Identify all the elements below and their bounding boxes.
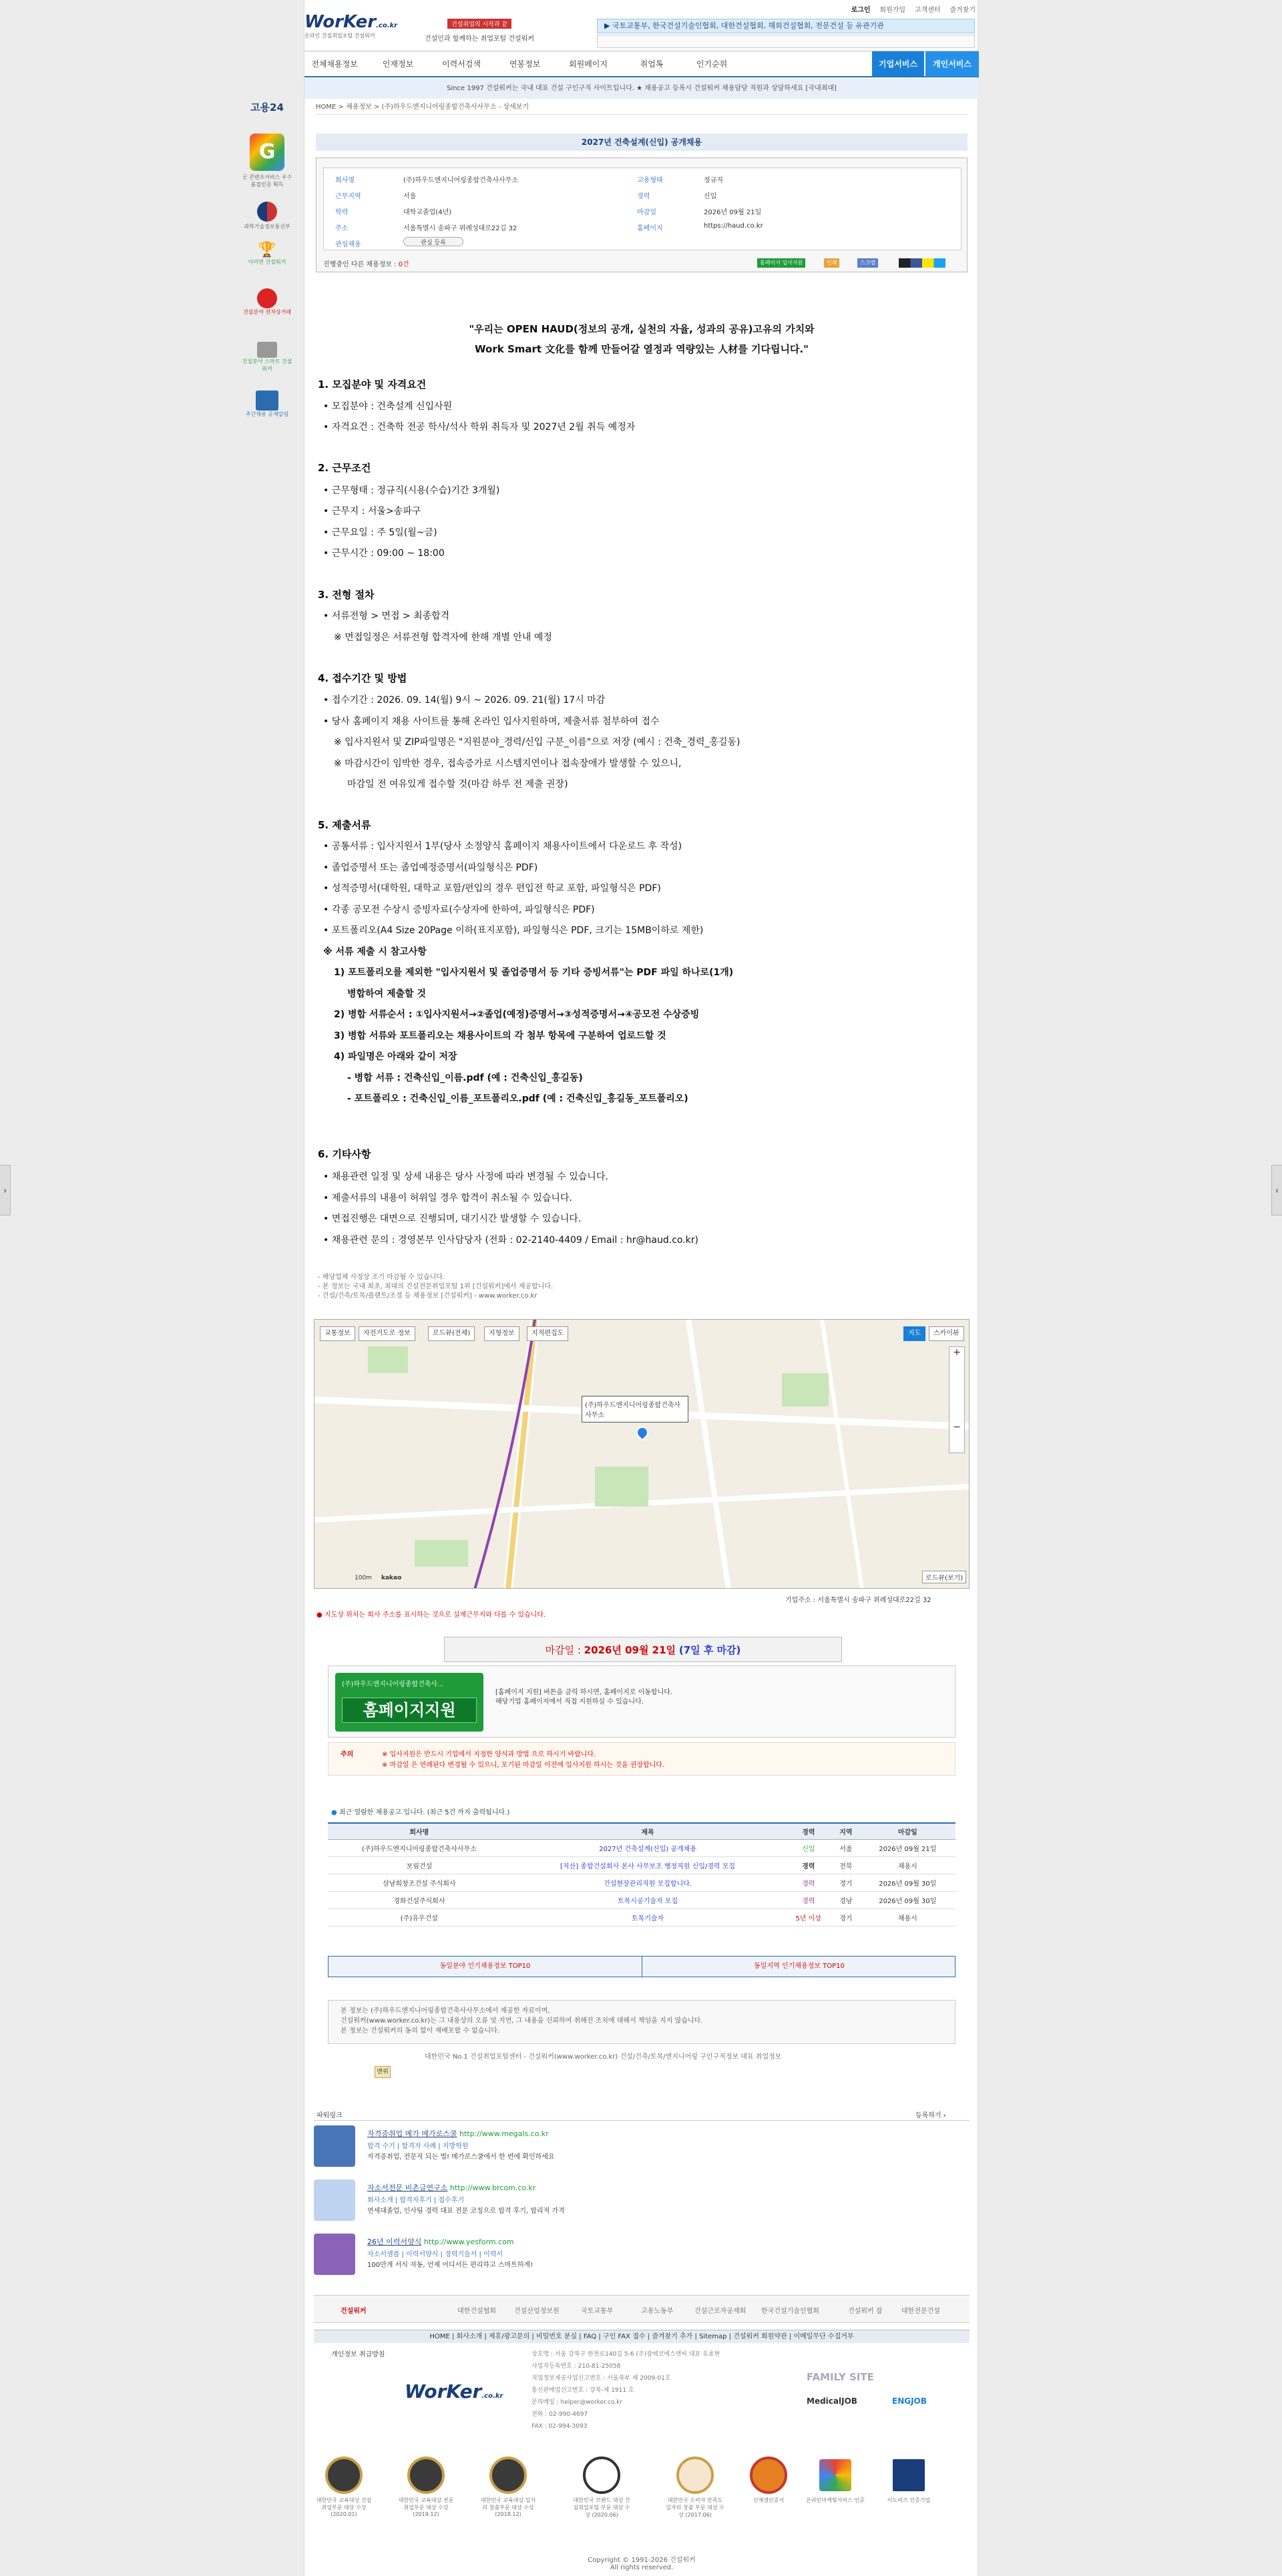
footer-link[interactable]: 구인 FAX 접수 — [602, 2333, 646, 2340]
list-item: • 근무요일 : 주 5일(월~금) — [323, 527, 437, 538]
col-header: 지역 — [832, 1823, 860, 1840]
company-info-line: 사업자등록번호 : 210-81-25058 — [531, 2363, 621, 2370]
list-item: • 포트폴리오(A4 Size 20Page 이하(표지포함), 파일형식은 PDF, 크기는 15MB이하로 제한) — [323, 925, 704, 936]
related-site[interactable]: 한국건설기술인협회 — [761, 2308, 819, 2315]
caution-box — [328, 1742, 955, 1776]
quote-line-1: "우리는 OPEN HAUD(정보의 공개, 실천의 자율, 성과의 공유)고유의 가치와 — [469, 323, 815, 335]
footer-link[interactable]: HOME — [429, 2333, 450, 2340]
ad-name-text: 자격증취업 메가 메가로스쿨 — [367, 2129, 457, 2138]
company-info — [531, 2348, 720, 2432]
list-item: • 당사 홈페이지 채용 사이트를 통해 온라인 입사지원하며, 제출서류 첨부하여 접수 — [323, 716, 660, 727]
rights-text: All rights reserved. — [610, 2564, 674, 2571]
related-site[interactable]: 국토교통부 — [581, 2308, 614, 2315]
ad-item[interactable] — [314, 2179, 970, 2226]
job-title: 2027년 건축설계(신입) 공개채용 — [316, 134, 968, 151]
career: 신입 — [704, 193, 717, 200]
toolbox-icon — [257, 342, 277, 358]
cell-title[interactable]: 토목기술자 — [511, 1909, 785, 1926]
list-item: - 포트폴리오 : 건축신입_이름_포트폴리오.pdf (예 : 건축신입_홍길동_포트폴리오) — [347, 1093, 688, 1104]
sidebar-label: 고용24 — [250, 101, 284, 113]
list-item: • 모집분야 : 건축설계 신입사원 — [323, 401, 453, 412]
section-heading: 4. 접수기간 및 방법 — [318, 672, 407, 684]
field-key: 고용형태 — [637, 177, 663, 184]
ad-desc: 자격증취업, 전문직 되는 법! 메가로스쿨에서 한 번에 확인하세요 — [367, 2153, 555, 2161]
page-container — [304, 0, 978, 2576]
crumb-jobs[interactable]: 채용정보 — [346, 103, 372, 111]
sidebar-promo-3[interactable] — [240, 342, 294, 372]
deadline-box — [444, 1637, 842, 1662]
table-row[interactable] — [328, 1892, 955, 1909]
right-expand-handle[interactable]: ‹ — [1271, 1165, 1282, 1216]
award-label: 이노비즈 인증기업 — [887, 2497, 931, 2503]
map-label: (주)하우드엔지니어링종합건축사 사무소 — [582, 1396, 688, 1423]
award-label: 온라인마케팅서비스 인증 — [806, 2497, 865, 2503]
scrap-button[interactable]: 스크랩 — [857, 258, 878, 268]
cell-career: 경력 — [785, 1874, 832, 1892]
copyright-text: Copyright © 1991-2026 건설워커 — [588, 2557, 696, 2564]
ongoing-count: 0건 — [398, 261, 409, 268]
map-scale: 100m — [355, 1575, 372, 1581]
site-slogan: 대한민국 No.1 건설취업포털센터 - 건설워커(www.worker.co.kr) 건설/건축/토목/엔지니어링 구인구직정보 대표 취업정보 — [425, 2053, 782, 2061]
cell-career: 신입 — [785, 1840, 832, 1857]
cell-company: 경화건설주식회사 — [328, 1892, 511, 1909]
list-item: - 병합 서류 : 건축신입_이름.pdf (예 : 건축신입_홍길동) — [347, 1073, 583, 1083]
related-sites — [314, 2295, 970, 2323]
tab-same-region[interactable]: 동일지역 인기채용정보 TOP10 — [754, 1963, 845, 1970]
list-item: • 성적증명서(대학원, 대학교 포함/편입의 경우 편입전 학교 포함, 파일형식은 PDF) — [323, 883, 661, 894]
logo-text: WorKer — [304, 12, 377, 32]
ad-links: 합격 수기 | 합격자 사례 | 지방학원 — [367, 2143, 469, 2150]
kakao-logo: kakao — [381, 1575, 402, 1581]
field-key: 주소 — [335, 225, 349, 232]
share-icons[interactable] — [899, 258, 945, 268]
map-roadview-button[interactable]: 로드뷰(전체) — [428, 1326, 475, 1341]
deadline-days: (7일 후 마감) — [678, 1644, 741, 1656]
privacy-link[interactable]: 개인정보 취급방침 — [331, 2351, 385, 2358]
table-row[interactable] — [328, 1840, 955, 1857]
award-label: 신재생인증서 — [753, 2497, 785, 2503]
header-partner-logos[interactable] — [597, 35, 975, 48]
sidebar-promo-4[interactable] — [240, 391, 294, 418]
list-item: 1) 포트폴리오를 제외한 "입사지원서 및 졸업증명서 등 기타 증빙서류"는 PDF 파일 하나로(1개) — [334, 967, 734, 978]
menu-person-service[interactable]: 개인서비스 — [925, 51, 979, 77]
related-site[interactable]: 건설근로자공제회 — [694, 2308, 746, 2315]
ad-links: 회사소개 | 합격자후기 | 접수후기 — [367, 2197, 465, 2204]
homepage-link[interactable]: https://haud.co.kr — [704, 222, 763, 230]
menu-resume-search[interactable]: 이력서검색 — [442, 59, 481, 69]
award-label: 대한민국 교육대상 전문취업부문 대상 수상 (2019.12) — [398, 2497, 454, 2517]
logo[interactable] — [304, 12, 411, 52]
cell-career: 경력 — [785, 1857, 832, 1874]
ad-name-text: 26년 이력서양식 — [367, 2238, 422, 2246]
cell-company: 보림건설 — [328, 1857, 511, 1874]
list-item: • 근무시간 : 09:00 ~ 18:00 — [323, 548, 445, 559]
map-bike-button[interactable]: 자전거도로 정보 — [359, 1326, 415, 1341]
footer-link[interactable]: Sitemap — [699, 2333, 727, 2340]
zoom-control[interactable]: + − — [949, 1346, 965, 1453]
section-heading: 3. 전형 절차 — [318, 589, 375, 601]
award-badge — [665, 2457, 725, 2519]
cell-region: 전북 — [832, 1857, 860, 1874]
menu-member[interactable]: 회원페이지 — [569, 59, 608, 69]
menu-ranking[interactable]: 인기순위 — [696, 59, 728, 69]
header-banner[interactable] — [419, 19, 540, 48]
apply-company: (주)하우드엔지니어링종합건축사... — [342, 1681, 444, 1688]
footer-link[interactable]: FAQ — [583, 2333, 597, 2340]
ad-url: http://www.yesform.com — [423, 2238, 514, 2246]
login-link[interactable]: 로그인 — [851, 7, 871, 14]
award-badge — [879, 2457, 939, 2504]
interest-toggle[interactable]: 관심 등록 — [403, 237, 463, 246]
award-label: 대한민국 교육대상 건설취업부문 대상 수상 (2020.01) — [316, 2497, 372, 2517]
calendar-icon — [256, 391, 278, 411]
related-site[interactable]: 고용노동부 — [641, 2308, 674, 2315]
map-traffic-button[interactable]: 교통정보 — [320, 1326, 355, 1341]
powerlink-register[interactable]: 등록하기 › — [915, 2112, 946, 2119]
menu-talk[interactable]: 취업톡 — [640, 59, 664, 69]
related-site[interactable]: 대한전문건설 — [901, 2308, 940, 2315]
alert-icon: ● — [316, 1611, 325, 1619]
field-key: 마감일 — [637, 209, 656, 216]
ad-name — [367, 2236, 514, 2247]
ad-name — [367, 2182, 536, 2193]
ticker-text: 국토교통부, 한국건설기술인협회, 대한건설협회, 해외건설협회, 전문건설 등 유관기관 — [612, 21, 884, 30]
roadview-link[interactable]: 로드뷰(보기) — [922, 1571, 966, 1583]
map-terrain-button[interactable]: 지형정보 — [484, 1326, 519, 1341]
related-site[interactable]: 건설워커 잡 — [848, 2308, 883, 2315]
related-site[interactable]: 건설워커 — [341, 2308, 367, 2315]
recent-jobs-table — [328, 1822, 955, 1926]
banner-line1: 건설취업의 시작과 끝 — [447, 19, 511, 29]
work-region: 서울 — [403, 193, 417, 200]
award-icon — [750, 2457, 787, 2494]
employment-type: 정규직 — [704, 177, 723, 184]
award-badge — [738, 2457, 799, 2504]
apply-section — [328, 1665, 955, 1738]
logo-domain: .co.kr — [376, 22, 398, 29]
award-icon — [583, 2457, 620, 2494]
table-row[interactable] — [328, 1857, 955, 1874]
quote-line-2: Work Smart 文化를 함께 만들어갈 열정과 역량있는 人材를 기다립니다." — [475, 343, 809, 355]
list-item: ※ 마감시간이 임박한 경우, 접속증가로 시스템지연이나 접속장애가 발생할 수 있으니, — [334, 758, 682, 769]
list-item: 2) 병합 서류순서 : ①입사지원서→②졸업(예정)증명서→③성적증명서→④공모전 수상증빙 — [334, 1009, 700, 1020]
skyview-button[interactable]: 스카이뷰 — [929, 1326, 964, 1341]
ad-thumbnail — [314, 2234, 355, 2275]
ad-links: 자소서샘플 | 이력서양식 | 경력기술서 | 이력서 — [367, 2251, 503, 2258]
list-item: ※ 면접일정은 서류전형 합격자에 한해 개별 안내 예정 — [334, 632, 552, 643]
menu-talent[interactable]: 인재정보 — [382, 59, 414, 69]
award-icon — [489, 2457, 527, 2494]
company-info-line: 전화 : 02-990-4697 — [531, 2411, 588, 2418]
menu-salary[interactable]: 연봉정보 — [509, 59, 541, 69]
award-icon — [676, 2457, 714, 2494]
company-info-line: 문의메일 : helper@worker.co.kr — [531, 2399, 623, 2406]
help-link[interactable]: 고객센터 — [914, 7, 941, 14]
cell-company: 삼남희창조건설 주식회사 — [328, 1874, 511, 1892]
field-key: 학력 — [335, 209, 349, 216]
cell-title[interactable]: 건설현장관리직원 모집합니다. — [511, 1874, 785, 1892]
cell-title[interactable]: 2027년 건축설계(신입) 공개채용 — [511, 1840, 785, 1857]
award-badge — [396, 2457, 456, 2517]
related-site[interactable]: 건설산업정보원 — [514, 2308, 560, 2315]
cell-deadline: 2026년 09월 21일 — [860, 1840, 955, 1857]
tab-same-field[interactable]: 동일분야 인기채용정보 TOP10 — [329, 1957, 642, 1977]
footer-link[interactable]: 이메일무단 수집거부 — [793, 2333, 854, 2340]
recent-title — [331, 1806, 509, 1816]
list-item: 4) 파일명은 아래와 같이 저장 — [334, 1051, 457, 1062]
col-header: 회사명 — [328, 1823, 511, 1840]
list-item: 병합하여 제출할 것 — [347, 989, 426, 999]
sidebar-goodcontent[interactable] — [240, 134, 294, 188]
list-item: ※ 서류 제출 시 참고사항 — [323, 947, 427, 957]
cell-deadline: 채용시 — [860, 1909, 955, 1926]
ad-thumbnail — [314, 2179, 355, 2221]
site-notice: Since 1997 건설워커는 국내 대표 건설 구인구직 사이트입니다. ★ 채용공고 등록시 건설워커 채용담당 직원과 상담하세요 [국내최대] — [304, 79, 979, 99]
sidebar-label: 주간채용 공채알림 — [245, 411, 289, 417]
cell-region: 경기 — [832, 1909, 860, 1926]
award-badge — [478, 2457, 538, 2517]
family-site-eng[interactable]: ENGJOB — [892, 2396, 927, 2406]
award-badge — [314, 2457, 374, 2517]
footer-link[interactable]: 건설워커 회원약관 — [733, 2333, 787, 2340]
print-button[interactable]: 인쇄 — [824, 258, 839, 268]
ongoing-jobs[interactable] — [323, 258, 409, 268]
map-type-button[interactable]: 지도 — [903, 1326, 925, 1341]
sidebar-msit[interactable] — [240, 202, 294, 230]
section-heading: 5. 제출서류 — [318, 819, 371, 831]
list-item: • 면접진행은 대면으로 진행되며, 대기시간 발생할 수 있습니다. — [323, 1214, 582, 1224]
sidebar-promo-1[interactable] — [240, 242, 294, 266]
list-item: 3) 병합 서류와 포트폴리오는 채용사이트의 각 첨부 항목에 구분하여 업로드할 것 — [334, 1031, 666, 1041]
disclaimer-line: 본 정보는 (주)하우드엔지니어링종합건축사사무소에서 제공한 자료이며, — [341, 2007, 550, 2015]
company-address: 기업주소 : 서울특별시 송파구 위례성대로22길 32 — [785, 1597, 931, 1604]
ad-url: http://www.megals.co.kr — [459, 2129, 549, 2138]
field-key: 관심채용 — [335, 241, 361, 248]
location-map[interactable] — [314, 1319, 970, 1589]
disclaimer-line: 본 정보는 건설워커의 동의 없이 재배포할 수 없습니다. — [341, 2027, 499, 2035]
company-info-line: 직업정보제공사업신고번호 : 서울북부 제 2009-01호 — [531, 2375, 671, 2382]
logo-tagline: 온라인 건설취업포털 건설워커 — [304, 33, 375, 39]
list-item: • 접수기간 : 2026. 09. 14(월) 9시 ~ 2026. 09. 21(월) 17시 마감 — [323, 695, 606, 706]
ad-thumbnail — [314, 2125, 355, 2167]
sidebar-label: 이러면 건설워커 — [248, 259, 286, 265]
ladybug-icon — [257, 288, 277, 308]
footer-link[interactable]: 즐겨찾기 추가 — [652, 2333, 693, 2340]
award-label: 대한민국 소비자 만족도 일자리 창출 부문 대상 수상 (2017.06) — [666, 2497, 724, 2518]
list-item: • 근무형태 : 정규직(시용(수습)기간 3개월) — [323, 485, 500, 496]
logo-text: WorKer — [405, 2380, 482, 2402]
homepage-apply-button[interactable] — [335, 1673, 483, 1732]
sidebar-label: 과학기술정보통신부 — [244, 224, 290, 230]
col-header: 마감일 — [860, 1823, 955, 1840]
award-icon — [890, 2457, 927, 2494]
list-item: • 각종 공모전 수상시 증빙자료(수상자에 한하여, 파일형식은 PDF) — [323, 905, 595, 915]
logo-domain: .co.kr — [481, 2392, 503, 2400]
crumb-home[interactable]: HOME — [316, 103, 337, 111]
field-key: 홈페이지 — [637, 225, 663, 232]
family-site-medical[interactable]: MedicalJOB — [807, 2396, 857, 2406]
main-menu — [304, 51, 979, 77]
banner-line2: 건설인과 함께하는 취업포털 건설워커 — [424, 35, 535, 43]
list-item: 마감일 전 여유있게 접수할 것(마감 하루 전 제출 권장) — [347, 779, 568, 790]
award-label: 대한민국 브랜드 대상 건설취업포털 부문 대상 수상 (2020.06) — [573, 2497, 630, 2518]
trophy-icon: 🏆 — [258, 242, 276, 258]
award-icon — [407, 2457, 445, 2494]
crumb-current: (주)하우드엔지니어링종합건축사사무소 - 상세보기 — [381, 103, 529, 111]
map-canvas — [314, 1320, 970, 1589]
msit-icon — [257, 202, 277, 222]
award-badge — [572, 2457, 632, 2519]
footnote: - 해당업체 사정상 조기 마감될 수 있습니다. — [318, 1274, 445, 1281]
sidebar-label: 건설분야 스마트 건설워커 — [242, 358, 292, 372]
caution-line: ※ 입사지원은 반드시 기업에서 지정한 양식과 방법 으로 하시기 바랍니다. — [382, 1751, 596, 1758]
recent-icon: ● — [331, 1809, 339, 1816]
menu-all-jobs[interactable]: 전체채용정보 — [311, 59, 358, 69]
table-row[interactable] — [328, 1874, 955, 1892]
section-heading: 2. 근무조건 — [318, 462, 371, 474]
apply-homepage-mini[interactable]: 홈페이지 입사지원 — [757, 258, 805, 268]
education: 대학교졸업(4년) — [403, 209, 452, 216]
footer-nav: HOME | 회사소개 | 제휴/광고문의 | 비밀번호 분실 | FAQ | 구인 FAX 접수 | 즐겨찾기 추가 | Sitemap | 건설워커 회원약관 | 이메일무단 수집거부 — [314, 2330, 970, 2343]
ad-url: http://www.brcom.co.kr — [449, 2183, 536, 2192]
list-item: ※ 입사지원서 및 ZIP파일명은 "지원분야_경력/신입 구분_이름"으로 저장 (예시 : 건축_경력_홍길동) — [334, 737, 740, 748]
footer-link[interactable]: 비밀번호 분실 — [536, 2333, 578, 2340]
table-row[interactable] — [328, 1909, 955, 1926]
cell-deadline: 2026년 09월 30일 — [860, 1874, 955, 1892]
menu-corp-service[interactable]: 기업서비스 — [872, 51, 924, 77]
footer-link[interactable]: 제휴/광고문의 — [488, 2333, 530, 2340]
disclaimer-line: 건설워커(www.worker.co.kr)는 그 내용상의 오류 및 지연, 그 내용을 신뢰하여 취해진 조치에 대해서 책임을 지지 않습니다. — [341, 2017, 703, 2025]
top-button[interactable]: 맨위 — [375, 2066, 391, 2078]
cell-career: 경력 — [785, 1892, 832, 1909]
ad-item[interactable] — [314, 2125, 970, 2172]
caution-line: ※ 마감일 은 연례된다 변경될 수 있으니, 포기된 마감일 이전에 입사지원 하시는 것을 권장합니다. — [382, 1762, 665, 1769]
award-label: 대한민국 교육대상 일자리 창출부문 대상 수상 (2018.12) — [480, 2497, 536, 2517]
related-site[interactable]: 대한건설협회 — [457, 2308, 496, 2315]
list-item: • 채용관련 일정 및 상세 내용은 당사 사정에 따라 변경될 수 있습니다. — [323, 1172, 608, 1182]
field-key: 경력 — [637, 193, 650, 200]
powerlink-title: 파워링크 — [316, 2112, 343, 2119]
section-heading: 6. 기타사항 — [318, 1148, 371, 1160]
copyright — [304, 2554, 979, 2571]
footnote: - 본 정보는 국내 최초, 최대의 건설전문취업포털 1위 [건설워커]에서 제공합니다. — [318, 1283, 554, 1290]
footer-logo — [405, 2380, 503, 2402]
map-caption-text: 지도상 위치는 회사 주소를 표시하는 것으로 실제근무지와 다를 수 있습니다. — [324, 1611, 546, 1619]
ad-desc: 연세대졸업, 인사팀 경력 대표 전문 코칭으로 합격 후기, 합리적 가격 — [367, 2208, 565, 2215]
map-cadastral-button[interactable]: 지적편집도 — [527, 1326, 568, 1341]
cell-title[interactable]: [직산] 종합건설회사 본사 사무보조 행정직원 신입/경력 모집 — [511, 1857, 785, 1874]
ongoing-label: 진행중인 다른 채용정보 : — [323, 261, 399, 268]
list-item: • 채용관련 문의 : 경영본부 인사담당자 (전화 : 02-2140-4409 / Email : hr@haud.co.kr) — [323, 1235, 698, 1246]
company-info-line: 상호명 : 서울 강북구 한천로140길 5-6 (주)잡에코에스앤씨 대표 유효현 — [531, 2351, 720, 2358]
company-info-line: FAX : 02-994-3093 — [531, 2423, 588, 2430]
footnote: - 건설/건축/토목/플랜트/조경 등 채용정보 [건설워커] - www.worker.co.kr — [318, 1292, 538, 1300]
bookmark-link[interactable]: 즐겨찾기 — [949, 7, 976, 14]
header-ticker[interactable] — [597, 19, 975, 33]
list-item: • 근무지 : 서울>송파구 — [323, 506, 421, 517]
address: 서울특별시 송파구 위례성대로22길 32 — [403, 225, 517, 232]
deadline-date: 2026년 09월 21일 — [584, 1644, 676, 1656]
col-header: 제목 — [511, 1823, 785, 1840]
cell-deadline: 채용시 — [860, 1857, 955, 1874]
award-icon — [817, 2457, 854, 2494]
map-caption — [316, 1609, 546, 1619]
list-item: • 자격요건 : 건축학 전공 학사/석사 학위 취득자 및 2027년 2월 취득 예정자 — [323, 422, 636, 433]
cell-company: (주)유우건설 — [328, 1909, 511, 1926]
deadline-prefix: 마감일 : — [545, 1644, 584, 1656]
join-link[interactable]: 회원가입 — [879, 7, 906, 14]
footer-link[interactable]: 회사소개 — [456, 2333, 483, 2340]
caution-label: 주의 — [341, 1751, 354, 1758]
sidebar-label: 굿 콘텐츠서비스 우수품질인증 획득 — [242, 174, 292, 188]
disclaimer-box — [328, 2000, 955, 2044]
company-info-line: 통신판매업신고번호 : 강북-제 1911 호 — [531, 2387, 634, 2394]
closing-date: 2026년 09월 21일 — [704, 209, 762, 216]
cell-company: (주)하우드엔지니어링종합건축사사무소 — [328, 1840, 511, 1857]
list-item: • 제출서류의 내용이 허위일 경우 합격이 취소될 수 있습니다. — [323, 1193, 572, 1204]
left-expand-handle[interactable]: › — [0, 1165, 11, 1216]
cell-deadline: 2026년 09월 30일 — [860, 1892, 955, 1909]
top-links — [799, 4, 976, 14]
field-key: 근무지역 — [335, 193, 361, 200]
powerlink-divider — [314, 2120, 970, 2121]
list-item: • 졸업증명서 또는 졸업예정증명서(파일형식은 PDF) — [323, 862, 538, 873]
ad-item[interactable] — [314, 2234, 970, 2280]
company-name: (주)하우드엔지니어링종합건축사사무소 — [403, 177, 519, 184]
list-item: • 공통서류 : 입사지원서 1부(당사 소정양식 홈페이지 채용사이트에서 다운로드 후 작성) — [323, 841, 682, 852]
apply-desc: [홈페이지 지원] 버튼을 클릭 하시면, 홈페이지로 이동합니다. — [495, 1689, 673, 1696]
apply-desc: 해당기업 홈페이지에서 직접 지원하실 수 있습니다. — [495, 1698, 644, 1706]
cell-title[interactable]: 토목시공기술자 모집 — [511, 1892, 785, 1909]
col-header: 경력 — [785, 1823, 832, 1840]
field-key: 회사명 — [335, 177, 355, 184]
sidebar-goyong24[interactable] — [240, 100, 294, 114]
apply-button-label: 홈페이지지원 — [342, 1698, 477, 1723]
award-icon — [325, 2457, 363, 2494]
ad-desc: 100만개 서식 자동, 언제 어디서든 편리하고 스마트하게! — [367, 2262, 533, 2269]
ad-name — [367, 2128, 549, 2139]
cell-region: 경남 — [832, 1892, 860, 1909]
job-summary — [316, 158, 968, 272]
ad-name-text: 자소서전문 비촌글연구소 — [367, 2183, 448, 2192]
popular-tabs — [328, 1956, 955, 1977]
award-badge — [805, 2457, 865, 2504]
ticker-arrow-icon: ▶ — [604, 21, 612, 30]
cell-region: 서울 — [832, 1840, 860, 1857]
recent-sub: (최근 5건 까지 출력됩니다.) — [427, 1809, 510, 1816]
breadcrumb: HOME > 채용정보 > (주)하우드엔지니어링종합건축사사무소 - 상세보기 — [316, 100, 968, 115]
sidebar-promo-2[interactable] — [240, 288, 294, 316]
sidebar-label: 건설분야 전자상거래 — [242, 309, 292, 315]
cell-career: 5년 이상 — [785, 1909, 832, 1926]
goodcontent-icon: G — [250, 134, 284, 171]
recent-title-text: 최근 열람한 채용공고 입니다. — [339, 1809, 425, 1816]
cell-region: 경기 — [832, 1874, 860, 1892]
family-site-title: FAMILY SITE — [807, 2371, 874, 2383]
list-item: • 서류전형 > 면접 > 최종합격 — [323, 611, 450, 621]
section-heading: 1. 모집분야 및 자격요건 — [318, 378, 427, 391]
